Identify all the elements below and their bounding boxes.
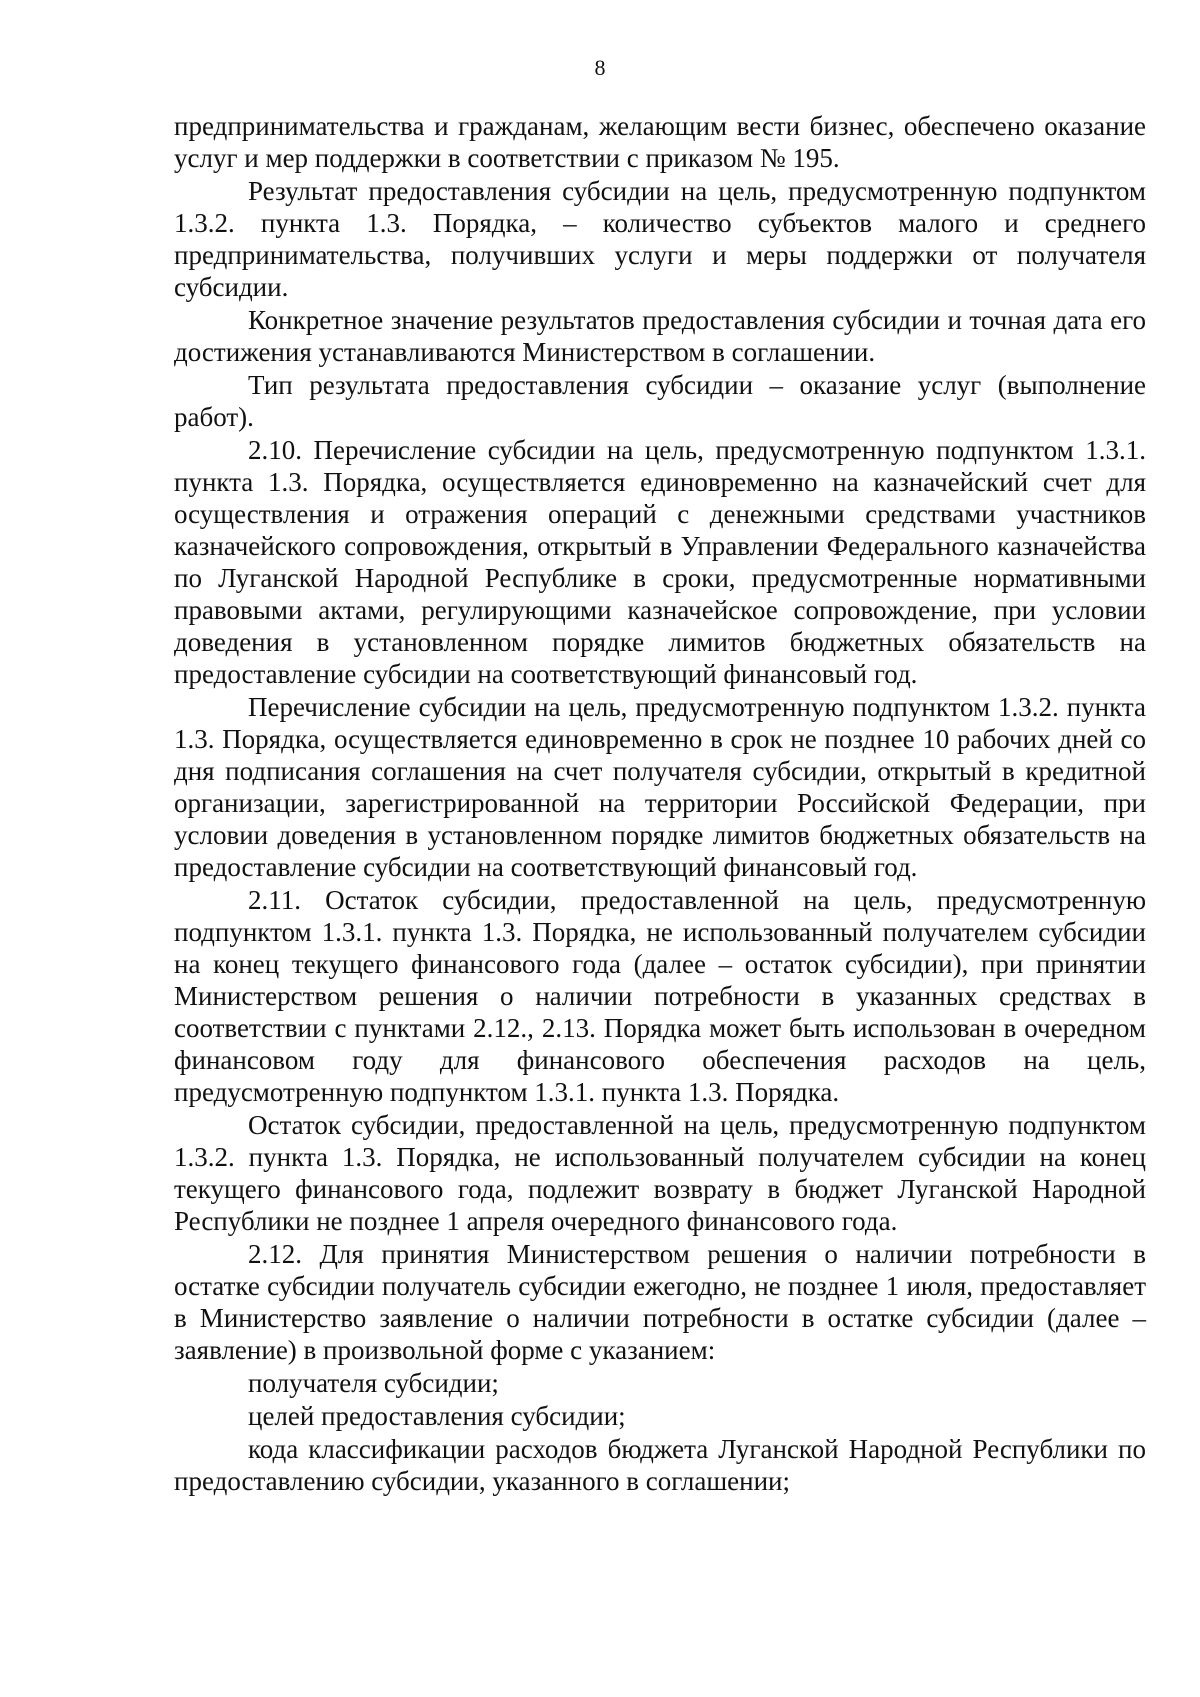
paragraph-result-type: Тип результата предоставления субсидии – оказание услуг (выполнение работ).	[174, 370, 1146, 432]
list-item-budget-code: кода классификации расходов бюджета Луганской Народной Республики по предоставлению субсидии, указанного в соглашении;	[174, 1434, 1146, 1496]
paragraph-2-12: 2.12. Для принятия Министерством решения о наличии потребности в остатке субсидии получатель субсидии ежегодно, не позднее 1 июля, предоставляет в Министерство заявление о наличии потребности в остатке субсидии (далее – заявление) в произвольной форме с указанием:	[174, 1239, 1146, 1365]
paragraph-continuation: предпринимательства и гражданам, желающим вести бизнес, обеспечено оказание услуг и мер поддержки в соответствии с приказом № 195.	[174, 111, 1146, 173]
document-body	[174, 110, 1146, 1498]
paragraph-transfer-1-3-2: Перечисление субсидии на цель, предусмотренную подпунктом 1.3.2. пункта 1.3. Порядка, осуществляется единовременно в срок не позднее 10 рабочих дней со дня подписания соглашения на счет получателя субсидии, открытый в кредитной организации, зарегистрированной на территории Российской Федерации, при условии доведения в установленном порядке лимитов бюджетных обязательств на предоставление субсидии на соответствующий финансовый год.	[174, 692, 1146, 882]
list-item-goals: целей предоставления субсидии;	[248, 1401, 626, 1431]
list-item-recipient: получателя субсидии;	[248, 1368, 499, 1398]
paragraph-2-10: 2.10. Перечисление субсидии на цель, предусмотренную подпунктом 1.3.1. пункта 1.3. Порядка, осуществляется единовременно на казначейский счет для осуществления и отражения операций с денежными средствами участников казначейского сопровождения, открытый в Управлении Федерального казначейства по Луганской Народной Республике в сроки, предусмотренные нормативными правовыми актами, регулирующими казначейское сопровождение, при условии доведения в установленном порядке лимитов бюджетных обязательств на предоставление субсидии на соответствующий финансовый год.	[174, 435, 1146, 689]
paragraph-remainder-1-3-2: Остаток субсидии, предоставленной на цель, предусмотренную подпунктом 1.3.2. пункта 1.3. Порядка, не использованный получателем субсидии на конец текущего финансового года, подлежит возврату в бюджет Луганской Народной Республики не позднее 1 апреля очередного финансового года.	[174, 1110, 1146, 1236]
paragraph-2-11: 2.11. Остаток субсидии, предоставленной на цель, предусмотренную подпунктом 1.3.1. пункта 1.3. Порядка, не использованный получателем субсидии на конец текущего финансового года (далее – остаток субсидии), при принятии Министерством решения о наличии потребности в указанных средствах в соответствии с пунктами 2.12., 2.13. Порядка может быть использован в очередном финансовом году для финансового обеспечения расходов на цель, предусмотренную подпунктом 1.3.1. пункта 1.3. Порядка.	[174, 885, 1146, 1107]
paragraph-result-value: Конкретное значение результатов предоставления субсидии и точная дата его достижения устанавливаются Министерством в соглашении.	[174, 305, 1146, 367]
paragraph-result-1-3-2: Результат предоставления субсидии на цель, предусмотренную подпунктом 1.3.2. пункта 1.3. Порядка, – количество субъектов малого и среднего предпринимательства, получивших услуги и меры поддержки от получателя субсидии.	[174, 176, 1146, 302]
page-number: 8	[594, 55, 606, 80]
